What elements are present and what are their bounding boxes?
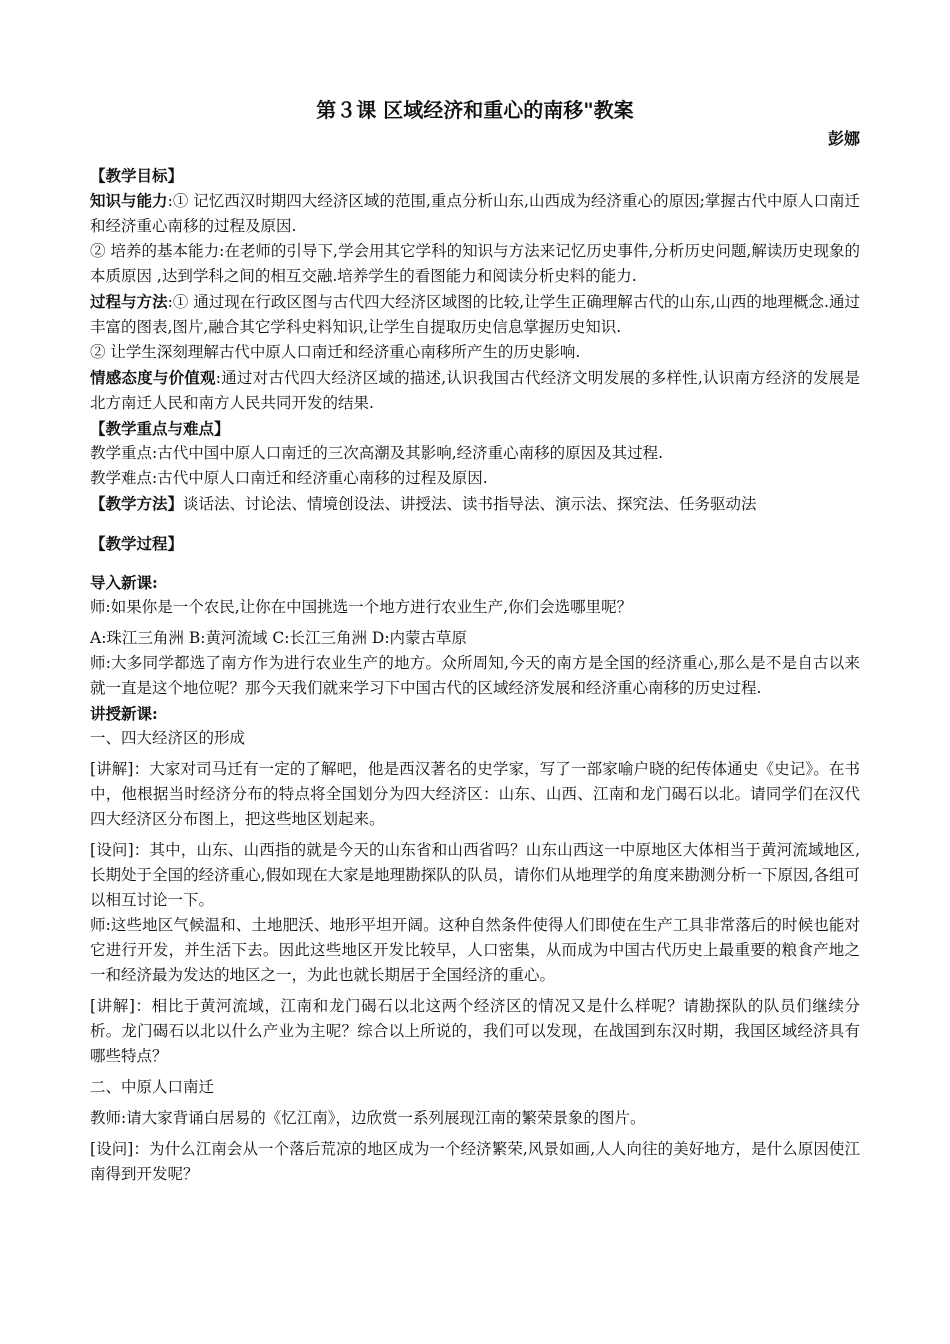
intro-options: A:珠江三角洲 B:黄河流域 C:长江三角洲 D:内蒙古草原 bbox=[90, 629, 468, 647]
section-1-explain: [讲解]：大家对司马迁有一定的了解吧，他是西汉著名的史学家，写了一部家喻户晓的纪传体通史《史记》。在书中，他根据当时经济分布的特点将全国划分为四大经济区：山东、山西、江南和龙门碣石以北。请同学们在汉代四大经济区分布图上，把这些地区划起来。 bbox=[90, 760, 860, 828]
author-name: 彭娜 bbox=[827, 129, 860, 148]
section-1-teacher: 师:这些地区气候温和、土地肥沃、地形平坦开阔。这种自然条件使得人们即使在生产工具非常落后的时候也能对它进行开发，并生活下去。因此这些地区开发比较早，人口密集，从而成为中国古代历史上最重要的粮食产地之一和经济最为发达的地区之一，为此也就长期居于全国经济的重心。 bbox=[90, 916, 860, 984]
section-2-question: [设问]：为什么江南会从一个落后荒凉的地区成为一个经济繁荣,风景如画,人人向往的美好地方，是什么原因使江南得到开发呢？ bbox=[90, 1140, 860, 1183]
process-label: 过程与方法 bbox=[90, 292, 168, 311]
knowledge-label: 知识与能力 bbox=[90, 191, 168, 210]
lesson-plan-page bbox=[90, 95, 860, 1187]
ability-paragraph: ② 培养的基本能力:在老师的引导下,学会用其它学科的知识与方法来记忆历史事件,分析历史问题,解读历史现象的本质原因 ,达到学科之间的相互交融.培养学生的看图能力和阅读分析史料的能力. bbox=[90, 242, 860, 285]
methods-header: 【教学方法】 bbox=[90, 494, 184, 513]
process-header: 【教学过程】 bbox=[90, 534, 184, 553]
process-text: :① 通过现在行政区图与古代四大经济区域图的比较,让学生正确理解古代的山东,山西的地理概念.通过丰富的图表,图片,融合其它学科史料知识,让学生自提取历史信息掌握历史知识. bbox=[90, 293, 860, 336]
section-1-explain-2: [讲解]：相比于黄河流域，江南和龙门碣石以北这两个经济区的情况又是什么样呢？请勘探队的队员们继续分析。龙门碣石以北以什么产业为主呢？综合以上所说的，我们可以发现，在战国到东汉时期，我国区域经济具有哪些特点？ bbox=[90, 997, 860, 1065]
knowledge-paragraph bbox=[90, 188, 860, 239]
methods-text: 谈话法、讨论法、情境创设法、讲授法、读书指导法、演示法、探究法、任务驱动法 bbox=[183, 495, 757, 513]
process-paragraph bbox=[90, 289, 860, 340]
key-point: 教学重点:古代中国中原人口南迁的三次高潮及其影响,经济重心南移的原因及其过程. bbox=[90, 444, 664, 462]
goals-header: 【教学目标】 bbox=[90, 166, 184, 185]
process-paragraph-2: ② 让学生深刻理解古代中原人口南迁和经济重心南移所产生的历史影响. bbox=[90, 343, 581, 361]
difficulty: 教学难点:古代中原人口南迁和经济重心南移的过程及原因. bbox=[90, 469, 488, 487]
intro-answer: 师:大多同学都选了南方作为进行农业生产的地方。众所周知,今天的南方是全国的经济重心,那么是不是自古以来就一直是这个地位呢？那今天我们就来学习下中国古代的区域经济发展和经济重心南移的历史过程. bbox=[90, 654, 860, 697]
section-1-heading: 一、四大经济区的形成 bbox=[90, 729, 246, 747]
section-1-question: [设问]：其中，山东、山西指的就是今天的山东省和山西省吗？山东山西这一中原地区大体相当于黄河流域地区,长期处于全国的经济重心,假如现在大家是地理勘探队的队员，请你们从地理学的角度来勘测分析一下原因,各组可以相互讨论一下。 bbox=[90, 841, 860, 909]
intro-question: 师:如果你是一个农民,让你在中国挑选一个地方进行农业生产,你们会选哪里呢？ bbox=[90, 598, 633, 616]
intro-label: 导入新课: bbox=[90, 573, 158, 592]
focus-header: 【教学重点与难点】 bbox=[90, 419, 230, 438]
knowledge-text: :① 记忆西汉时期四大经济区域的范围,重点分析山东,山西成为经济重心的原因;掌握古代中原人口南迁和经济重心南移的过程及原因. bbox=[90, 192, 860, 235]
teach-label: 讲授新课: bbox=[90, 704, 158, 723]
section-2-teacher: 教师:请大家背诵白居易的《忆江南》，边欣赏一系列展现江南的繁荣景象的图片。 bbox=[90, 1109, 646, 1127]
section-2-heading: 二、中原人口南迁 bbox=[90, 1078, 215, 1096]
emotion-paragraph bbox=[90, 365, 860, 416]
emotion-label: 情感态度与价值观 bbox=[90, 368, 216, 387]
methods-paragraph bbox=[90, 491, 860, 517]
page-title: 第３课 区域经济和重心的南移"教案 bbox=[316, 98, 634, 122]
emotion-text: :通过对古代四大经济区域的描述,认识我国古代经济文明发展的多样性,认识南方经济的发展是北方南迁人民和南方人民共同开发的结果. bbox=[90, 369, 860, 412]
